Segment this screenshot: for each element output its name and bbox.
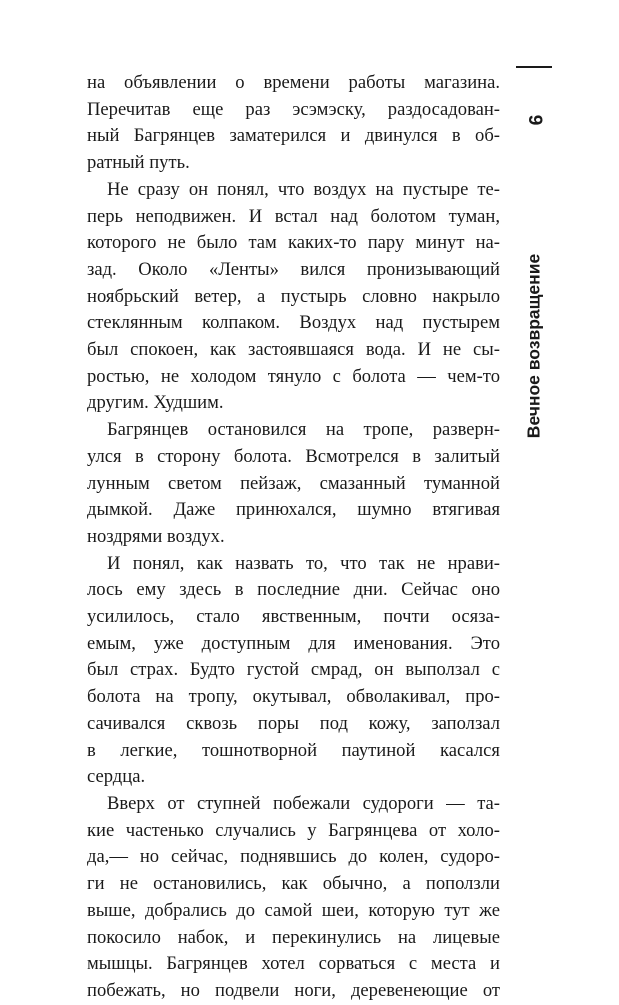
text-line: сердца. bbox=[87, 766, 146, 788]
text-line: которого не было там каких-то пару минут на- bbox=[87, 232, 500, 254]
text-line: ноздрями воздух. bbox=[87, 525, 225, 547]
text-line: Не сразу он понял, что воздух на пустыре те- bbox=[107, 178, 500, 200]
text-line: сачивался сквозь поры под кожу, заползал bbox=[87, 712, 500, 734]
text-line: да,— но сейчас, поднявшись до колен, судоро- bbox=[87, 846, 500, 868]
text-line: улся в сторону болота. Всмотрелся в залитый bbox=[87, 445, 500, 467]
text-line: кие частенько случались у Багрянцева от холо- bbox=[87, 819, 500, 841]
text-line: мышцы. Багрянцев хотел сорваться с места и bbox=[87, 953, 500, 975]
book-title: Вечное возвращение bbox=[523, 253, 544, 439]
text-line: лось ему здесь в последние дни. Сейчас оно bbox=[87, 579, 500, 601]
text-line: ростью, не холодом тянуло с болота — чем-то bbox=[87, 365, 500, 387]
text-line: дымкой. Даже принюхался, шумно втягивая bbox=[87, 499, 500, 521]
text-line: ный Багрянцев заматерился и двинулся в об- bbox=[87, 125, 500, 147]
text-line: ги не остановились, как обычно, а поползли bbox=[87, 873, 500, 895]
text-line: ноябрьский ветер, а пустырь словно накрыло bbox=[87, 285, 500, 307]
text-line: Багрянцев остановился на тропе, разверн- bbox=[107, 419, 500, 441]
text-line: И понял, как назвать то, что так не нрави- bbox=[107, 552, 500, 574]
text-line: зад. Около «Ленты» вился пронизывающий bbox=[87, 258, 500, 280]
body-text bbox=[87, 70, 500, 1005]
text-line: был спокоен, как застоявшаяся вода. И не сы- bbox=[87, 339, 500, 361]
text-line: стеклянным колпаком. Воздух над пустырем bbox=[87, 312, 500, 334]
text-line: Вверх от ступней побежали судороги — та- bbox=[107, 792, 500, 814]
text-line: перь неподвижен. И встал над болотом туман, bbox=[87, 205, 500, 227]
text-line: выше, добрались до самой шеи, которую тут же bbox=[87, 899, 500, 921]
page-number: 9 bbox=[524, 114, 545, 126]
text-line: лунным светом пейзаж, смазанный туманной bbox=[87, 472, 500, 494]
running-head bbox=[510, 66, 558, 439]
text-line: Перечитав еще раз эсэмэску, раздосадован- bbox=[87, 98, 500, 120]
text-line: покосило набок, и перекинулись на лицевые bbox=[87, 926, 500, 948]
text-line: на объявлении о времени работы магазина. bbox=[87, 72, 500, 93]
text-line: болота на тропу, окутывал, обволакивал, про- bbox=[87, 686, 500, 708]
text-line: побежать, но подвели ноги, деревенеющие от bbox=[87, 979, 500, 1001]
text-line: усилилось, стало явственным, почти осяза- bbox=[87, 606, 500, 628]
text-line: в легкие, тошнотворной паутиной касался bbox=[87, 739, 500, 761]
text-line: был страх. Будто густой смрад, он выползал с bbox=[87, 659, 500, 681]
text-line: ратный путь. bbox=[87, 152, 190, 174]
header-rule bbox=[516, 66, 552, 68]
text-line: емым, уже доступным для именования. Это bbox=[87, 632, 500, 654]
text-line: другим. Худшим. bbox=[87, 392, 224, 414]
